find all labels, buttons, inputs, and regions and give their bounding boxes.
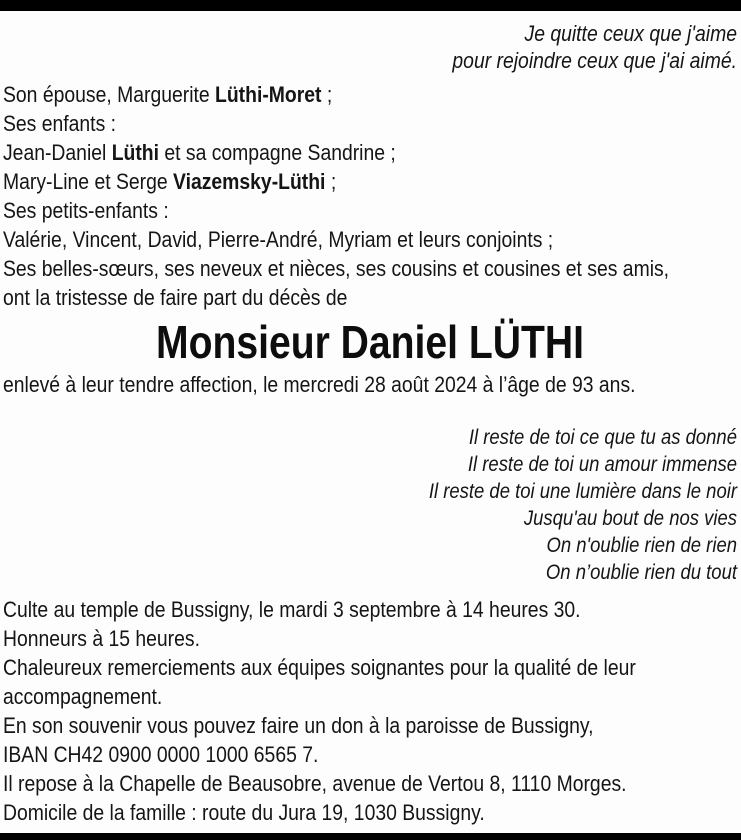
- family-section: [0, 80, 741, 312]
- family-line: ont la tristesse de faire part du décès de: [3, 285, 348, 310]
- poem-line: Jusqu'au bout de nos vies: [523, 507, 737, 530]
- family-line: Ses enfants :: [3, 111, 117, 136]
- epigraph-line: pour rejoindre ceux que j'ai aimé.: [452, 48, 737, 73]
- bold-surname: Lüthi-Moret: [215, 82, 322, 107]
- poem-line: On n'oublie rien de rien: [546, 534, 737, 557]
- ceremony-line: Culte au temple de Bussigny, le mardi 3 septembre à 14 heures 30.: [3, 597, 581, 622]
- ceremony-line: Chaleureux remerciements aux équipes soignantes pour la qualité de leur: [3, 655, 636, 680]
- ceremony-line: Domicile de la famille : route du Jura 19, 1030 Bussigny.: [3, 800, 485, 825]
- ceremony-line: En son souvenir vous pouvez faire un don à la paroisse de Bussigny,: [3, 713, 594, 738]
- family-line: Ses belles-sœurs, ses neveux et nièces, ses cousins et cousines et ses amis,: [3, 256, 670, 281]
- family-line: Jean-Daniel Lüthi et sa compagne Sandrine ;: [3, 140, 396, 165]
- bottom-border: [0, 833, 741, 840]
- deceased-name-title: Monsieur Daniel LÜTHI: [156, 316, 584, 368]
- top-border: [0, 0, 741, 11]
- title-section: [0, 314, 741, 370]
- family-line: Mary-Line et Serge Viazemsky-Lüthi ;: [3, 169, 337, 194]
- family-line: Ses petits-enfants :: [3, 198, 169, 223]
- poem-line: Il reste de toi une lumière dans le noir: [428, 480, 737, 503]
- bold-surname: Viazemsky-Lüthi: [173, 169, 326, 194]
- ceremony-line: accompagnement.: [3, 684, 163, 709]
- death-announcement-line: enlevé à leur tendre affection, le mercredi 28 août 2024 à l’âge de 93 ans.: [3, 372, 636, 397]
- family-line: Valérie, Vincent, David, Pierre-André, Myriam et leurs conjoints ;: [3, 227, 554, 252]
- bold-surname: Lüthi: [111, 140, 160, 165]
- poem-line: On n’oublie rien du tout: [545, 561, 737, 584]
- ceremony-line: Il repose à la Chapelle de Beausobre, avenue de Vertou 8, 1110 Morges.: [3, 771, 627, 796]
- poem: [0, 424, 741, 586]
- ceremony-line: Honneurs à 15 heures.: [3, 626, 200, 651]
- ceremony-line: IBAN CH42 0900 0000 1000 6565 7.: [3, 742, 319, 767]
- family-line: Son épouse, Marguerite Lüthi-Moret ;: [3, 82, 333, 107]
- epigraph-line: Je quitte ceux que j'aime: [524, 21, 737, 46]
- ceremony-details: [0, 595, 741, 827]
- poem-line: Il reste de toi ce que tu as donné: [468, 426, 737, 449]
- death-announcement: [0, 370, 741, 399]
- poem-line: Il reste de toi un amour immense: [467, 453, 737, 476]
- epigraph: [0, 11, 741, 74]
